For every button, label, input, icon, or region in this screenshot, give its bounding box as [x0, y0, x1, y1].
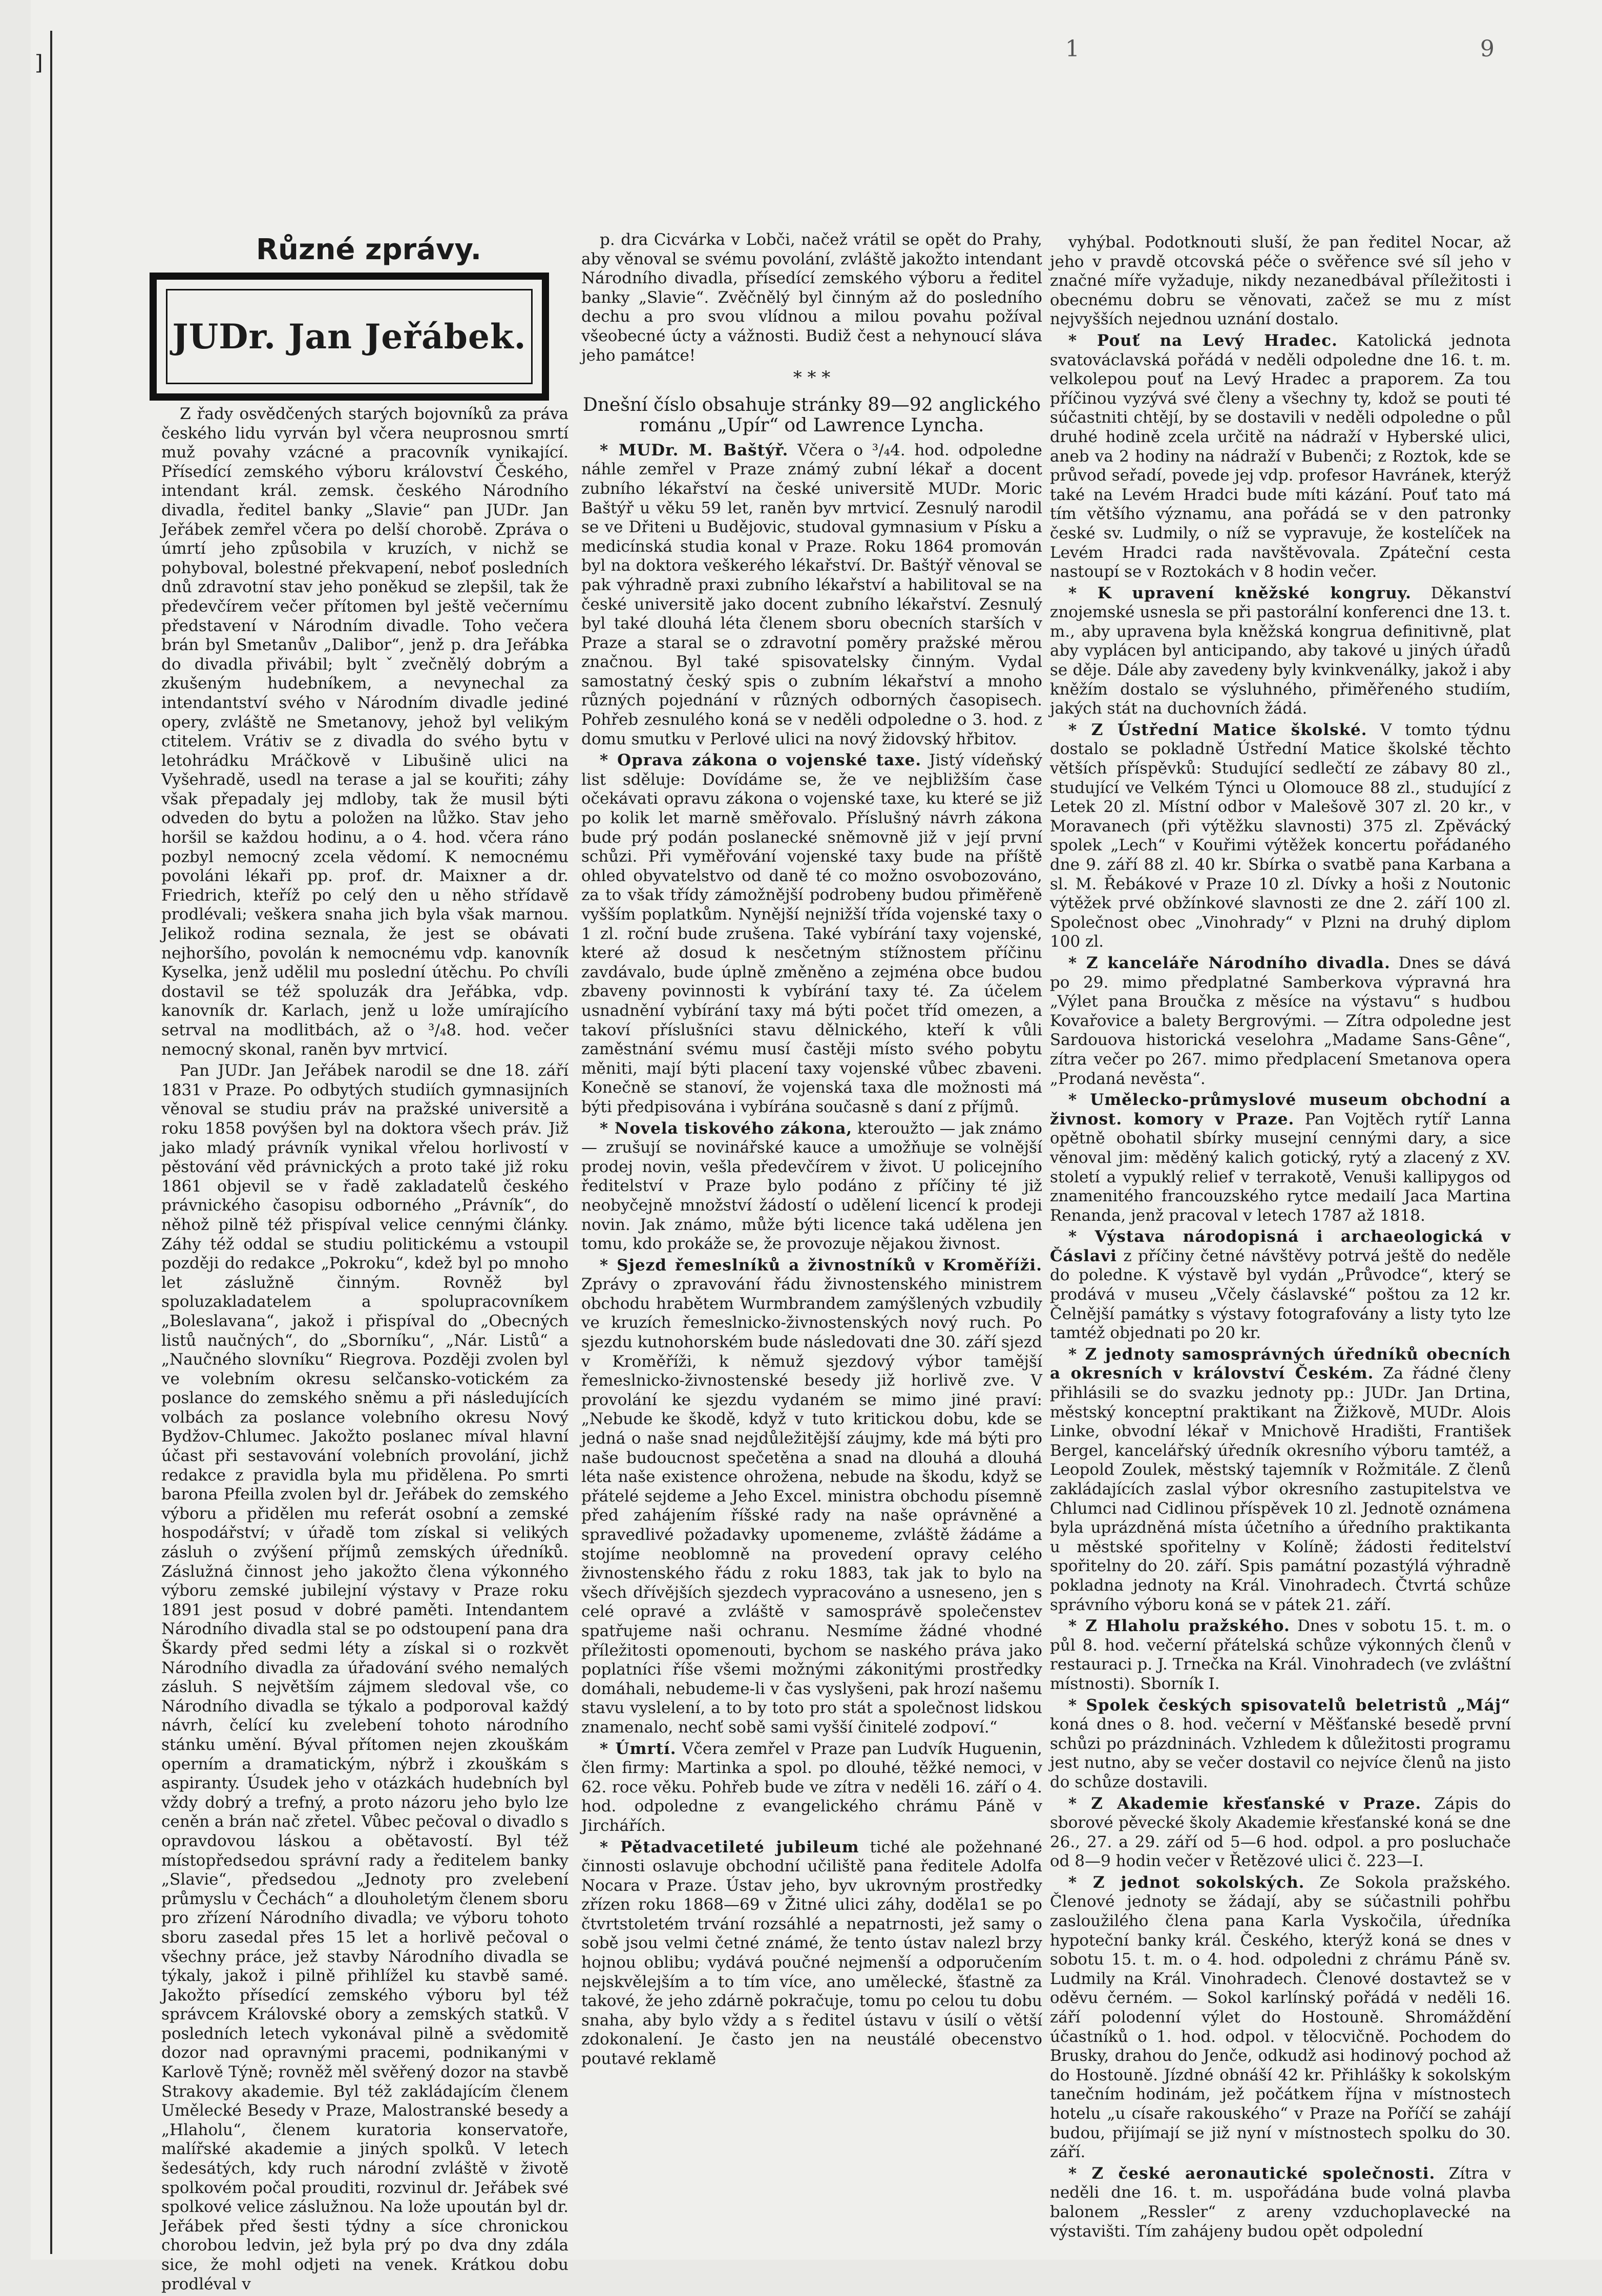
left-margin-rule	[50, 31, 52, 2254]
news-item	[1050, 1696, 1511, 1792]
news-item-heading: * Z jednot sokolských.	[1068, 1873, 1305, 1892]
news-item	[1050, 1617, 1511, 1694]
news-item-heading: * K upravení kněžské kongruy.	[1068, 583, 1412, 602]
news-item-text: Včera o ³/₄4. hod. odpoledne náhle zemřel v Praze známý zubní lékař a docent zubního lékařství na české universitě MUDr. Moric Baštýř u věku 59 let, raněn byv mrtvicí. Zesnulý narodil se ve Dřiteni u Budějovic, studoval gymnasium v Písku a medicínská studia konal v Praze. Roku 1864 promován byl na doktora veškerého lékařství. Dr. Baštýř věnoval se pak výhradně praxi zubního lékařství a habilitoval se na české universitě jako docent zubního lékařství. Zesnulý byl také dlouhá léta členem sboru obecních starších v Praze a staral se o zdravotní poměry pražské měrou značnou. Byl také spisovatelsky činným. Vydal samostatný český spis o zubním lékařství a mnoho různých pojednání v různých odborných časopisech. Pohřeb zesnulého koná se v neděli odpoledne o 3. hod. z domu smutku v Perlové ulici na nový židovský hřbitov.	[581, 441, 1043, 748]
obituary-frame-inner	[166, 289, 533, 384]
margin-bracket: ]	[35, 51, 43, 75]
obituary-frame	[150, 273, 549, 401]
news-item-text: tiché ale požehnané činnosti oslavuje obchodní učiliště pana ředitele Adolfa Nocara v Praze. Ústav jeho, byv ukrovným prostředky zřízen roku 1868—69 v Žitné ulici záhy, doděla1 se po čtvrtstoletém trvání rozsáhlé a nepatrnosti, jež samy o sobě jsou velmi četné známé, že tento ústav nalezl brzy hojnou oblibu; vydává poučné nejmenší a odporučením nejskvělejším a to tím více, ano umělecké, šťastně za takové, že jeho zdárně pokračuje, tomu po celou tu dobu snaha, aby bylo vždy a s ředitel ústavu v úsilí o větší zdokonalení. Je často jen na neustálé obecenstvo poutavé reklamě	[581, 1838, 1043, 2069]
news-item-text: Dnes v sobotu 15. t. m. o půl 8. hod. večerní přátelská schůze výkonných členů v restauraci p. J. Trnečka na Král. Vinohradech (ve zvláštní místnosti). Sborník I.	[1050, 1617, 1511, 1693]
news-item-text: Zprávy o zpravování řádu živnostenského ministrem obchodu hrabětem Wurmbrandem zamýšlených vzbudily ve kruzích řemeslnicko-živnostenských nový ruch. Po sjezdu kutnohorském bude následovati dne 30. září sjezd v Kroměříži, k němuž sjezdový výbor tamější řemeslnicko-živnostenské besedy již horlivě zve. V provolání ke sjezdu vydaném se mimo jiné praví: „Nebude ke škodě, když v tuto kritickou dobu, kde se jedná o naše snad nejdůležitější záujmy, kde má býti pro naše budoucnost spečetěna a snad na dlouhá a dlouhá léta naše existence ohrožena, nebude na škodu, když se přátelé sejdeme a Jeho Excel. ministra obchodu písemně před zahájením říšské rady na naše oprávněné a spravedlivé požadavky upomeneme, zvláště žádáme a stojíme neoblomně na provedení opravy celého živnostenského řádu z roku 1883, tak jak to bylo na všech dřívějších sjezdech vypracováno a usneseno, jen s celé opravé a zvláště v samosprávě společenstev spatřujeme naši ochranu. Nesmíme žádné vhodné příležitosti opomenouti, bychom se naského práva jako poplatníci říše všemi možnými zákonitými prostředky domáhali, nebudeme-li v čas vyslyšeni, pak hrozí našemu stavu vyslelení, a to by toto pro stát a společnost lidskou znamenalo, nechť sobě sami vyšší činitelé zodpoví.“	[581, 1275, 1042, 1737]
news-item	[581, 751, 1042, 1117]
column-2	[581, 231, 1042, 2071]
news-item	[581, 1256, 1042, 1738]
news-item-text: koná dnes o 8. hod. večerní v Měšťanské besedě první schůzi po prázdninách. Vzhledem k důležitosti programu jest nutno, aby se večer dostavil co nejvíce členů na jisto do schůze dostavili.	[1050, 1715, 1511, 1791]
news-item-text: Včera zemřel v Praze pan Ludvík Huguenin, člen firmy: Martinka a spol. po dlouhé, těžké nemoci, v 62. roce věku. Pohřeb bude ve zítra v neděli 16. září o 4. hod. odpoledne z evangelického chrámu Páně v Jirchářích.	[581, 1739, 1043, 1835]
news-item-heading: * Spolek českých spisovatelů beletristů „Máj“	[1068, 1696, 1511, 1715]
news-item	[1050, 1091, 1511, 1225]
news-item	[1050, 584, 1511, 719]
novel-notice: Dnešní číslo obsahuje stránky 89—92 anglického románu „Upír“ od Lawrence Lyncha.	[582, 394, 1041, 436]
news-item-text: kteroužto — jak známo — zrušují se novinářské kauce a umožňuje se volnější prodej novin, vešla předevčírem v život. U policejního ředitelství v Praze bylo podáno z příčiny té již neobyčejně množství žádostí o udělení licencí k prodeji novin. Jak známo, může býti licence taká udělena jen tomu, kdo prokáže se, že provozuje nějakou živnost.	[581, 1119, 1042, 1254]
news-item-text: vyhýbal. Podotknouti sluší, že pan ředitel Nocar, až jeho v pravdě otcovská péče o svěřence své síl jeho v značné míře vyžaduje, nikdy nezanedbával příležitosti i obecnému dobru se věnovati, začež se mu z míst nejvyšších nejednou uznání dostalo.	[1050, 233, 1511, 329]
column-3	[1050, 233, 1511, 2243]
news-item	[581, 1838, 1042, 2069]
newspaper-page	[31, 0, 1602, 2293]
news-item-text: Zítra v neděli dne 16. t. m. uspořádána bude volná plavba balonem „Ressler“ z areny vzduchoplavecké na výstavišti. Tím zahájeny budou opět odpolední	[1050, 2164, 1511, 2241]
obituary-closing: p. dra Cicvárka v Lobči, načež vrátil se opět do Prahy, aby věnoval se svému povolání, zvláště jakožto intendant Národního divadla, přísedící zemského výboru a ředitel banky „Slavie“. Zvěčnělý byl činným až do posledního dechu a pro svou vlídnou a milou povahu požíval všeobecné úcty a vážnosti. Budiž čest a nehynoucí sláva jeho památce!	[581, 231, 1042, 365]
corner-mark-left: 1	[1065, 36, 1080, 62]
news-item	[1050, 1873, 1511, 2162]
news-item-text: Pan Vojtěch rytíř Lanna opětně obohatil sbírky musejní cennými dary, a sice věnoval jim: měděný kalich gotický, rytý a zlacený z XV. století a vypuklý relief v terrakotě, Venuši kallipygos od znamenitého francouzského rytce medailí Jaca Martina Renanda, jenž pracoval v letech 1787 až 1818.	[1050, 1110, 1511, 1225]
news-item	[581, 1740, 1042, 1836]
news-item-heading: * Umělecko-průmyslové museum obchodní a živnost. komory v Praze.	[1050, 1091, 1511, 1129]
news-item-heading: * Z české aeronautické společnosti.	[1068, 2164, 1436, 2183]
news-item-text: V tomto týdnu dostalo se pokladně Ústřední Matice školské těchto větších příspěvků: Studující sedlečtí ze zábavy 80 zl., studující ve Velkém Týnci u Olomouce 88 zl., studující z Letek 20 zl. Místní odbor v Malešově 307 zl. 20 kr., v Moravanech (při výtěžku slavnosti) 375 zl. Zpěvácký spolek „Lech“ v Kouřimi výtěžek koncertu pořádaného dne 9. září 88 zl. 40 kr. Sbírka o svatbě pana Karbana a sl. M. Řebákové v Praze 10 zl. Dívky a hoši z Noutonic výtěžek prvé obžínkové slavnosti ze dne 2. září 100 zl. Společnost obec „Vinohrady“ v Plzni na druhý diplom 100 zl.	[1050, 720, 1511, 951]
obituary-title: JUDr. Jan Jeřábek.	[172, 317, 526, 357]
news-item-heading: * Výstava národopisná i archaeologická v Čáslavi	[1050, 1227, 1511, 1265]
news-item-text: Ze Sokola pražského. Členové jednoty se žádají, aby se súčastnili pohřbu zasloužilého člena pana Karla Vyskočila, úředníka hypoteční banky král. Českého, kterýž koná se dnes v sobotu 15. t. m. o 4. hod. odpoledni z chrámu Páně sv. Ludmily na Král. Vinohradech. Členové dostavtež se v oděvu černém. — Sokol karlínský pořádá v neděli 16. září polodenní výlet do Hostouně. Shromáždění účastníků o 1. hod. odpol. v tělocvičně. Pochodem do Brusky, drahou do Jenče, odkudž asi hodinový pochod až do Hostouně. Jízdné obnáší 42 kr. Přihlášky k sokolským tanečním hodinám, jež počátkem října v místnostech hotelu „u císaře rakouského“ v Praze na Poříčí se zahájí budou, přijímají se již nyní v místnostech spolku do 30. září.	[1050, 1873, 1511, 2162]
news-item	[1050, 1345, 1511, 1615]
news-item	[1050, 331, 1511, 582]
news-item-heading: * MUDr. M. Baštýř.	[600, 441, 789, 460]
obituary-paragraph: Pan JUDr. Jan Jeřábek narodil se dne 18. září 1831 v Praze. Po odbytých studiích gymnasijních věnoval se studiu práv na pražské universitě a roku 1858 povýšen byl na doktora všech práv. Již jako mladý právník vynikal vřelou horlivostí v pěstování věd právnických a proto také již roku 1861 objevil se v řadě zakladatelů českého právnického časopisu odborného „Právník“, do něhož pilně též přispíval velice cennými články. Záhy též oddal se studiu politickému a vstoupil později do redakce „Pokroku“, kdež byl po mnoho let záslužně činným. Rovněž byl spoluzakladatelem a spolupracovníkem „Boleslavana“, jakož i přispíval do „Obecných listů naučných“, do „Sborníku“, „Nár. Listů“ a „Naučného slovníku“ Riegrova. Později zvolen byl ve volebním okresu selčansko-votickém za poslance do zemského sněmu a při následujících volbách za poslance volebního okresu Nový Bydžov-Chlumec. Jakožto poslanec míval hlavní účast při sestavování volebních provolání, jichž redakce z pravidla byla mu přidělena. Po smrti barona Pfeilla zvolen byl dr. Jeřábek do zemského výboru a přidělen mu referát osobní a zemské hospodářství; v úřadě tom získal si velikých zásluh o zvýšení příjmů zemských úředníků. Záslužná činnost jeho jakožto člena výkonného výboru zemské jubilejní výstavy v Praze roku 1891 jest posud v dobré paměti. Intendantem Národního divadla stal se po odstoupení pana dra Škardy před sedmi léty a získal si o rozkvět Národního divadla za úřadování svého nemalých zásluh. S největším zájmem sledoval vše, co Národního divadla se týkalo a podporoval každý návrh, čelící ku zvelebení tohoto národního stánku umění. Býval přítomen nejen zkouškám operním a dramatickým, nýbrž i zkouškám s aspiranty. Úsudek jeho v otázkách hudebních byl vždy dobrý a trefný, a proto názoru jeho bylo lze ceněn a brán nač zřetel. Vůbec pečoval o divadlo s opravdovou láskou a obětavostí. Byl též místopředsedou správní rady a ředitelem banky „Slavie“, předsedou „Jednoty pro zvelebení průmyslu v Čechách“ a dlouholetým členem sboru pro zřízení Národního divadla; ve výboru tohoto sboru zasedal přes 15 let a horlivě pečoval o všechny práce, jež stavby Národního divadla se týkaly, jakož i pilně přihlížel ku stavbě samé. Jakožto přísedící zemského výboru byl též správcem Královské obory a zemských statků. V posledních letech vykonával pilně a svědomitě dozor nad opravnými pracemi, podnikanými v Karlově Týně; rovněž měl svěřený dozor na stavbě Strakovy akademie. Byl též zakládajícím členem Umělecké Besedy v Praze, Malostranské besedy a „Hlaholu“, členem kuratoria konservatoře, malířské akademie a jiných spolků. V letech šedesátých, kdy ruch národní zvláště v životě spolkovém počal prouditi, rozvinul dr. Jeřábek své spolkové velice záslužnou. Na lože upoután byl dr. Jeřábek před šesti týdny a síce chronickou chorobou ledvin, jež byla prý po dva dny zdála sice, že mohl odjeti na venek. Krátkou dobu prodléval v	[161, 1061, 568, 2293]
news-item-heading: * Sjezd řemeslníků a živnostníků v Kroměříži.	[600, 1256, 1042, 1275]
news-item-heading: * Úmrtí.	[600, 1739, 677, 1758]
news-item	[1050, 2164, 1511, 2241]
news-item	[581, 1119, 1042, 1254]
news-item-text: Zápis do sborové pěvecké školy Akademie křesťanské koná se dne 26., 27. a 29. září od 5—6 hod. odpol. a pro posluchače od 8—9 hodin večer v Řetězové ulici č. 223—I.	[1050, 1794, 1511, 1871]
news-item-heading: * Oprava zákona o vojenské taxe.	[600, 751, 922, 770]
news-item	[1050, 721, 1511, 952]
section-title: Různé zprávy.	[256, 233, 482, 266]
news-item	[1050, 233, 1511, 329]
news-item-text: Za řádné členy přihlásili se do svazku jednoty pp.: JUDr. Jan Drtina, městský konceptní praktikant na Žižkově, MUDr. Alois Linke, obvodní lékař v Mnichově Hradišti, František Bergel, kancelářský úředník okresního výboru tamtéž, a Leopold Zoulek, městský tajemník v Rožmitále. Z členů zakládajících zaslal výbor okresního zastupitelstva ve Chlumci nad Cidlinou příspěvek 10 zl. Jednotě oznámena byla uprázdněná místa účetního a úředního praktikanta u městské spořitelny v Kolíně; žádosti ředitelství spořitelny do 20. září. Spis památní pozastýlá výhradně pokladna jednoty na Král. Vinohradech. Čtvrtá schůze správního výboru koná se v pátek 21. září.	[1050, 1364, 1511, 1614]
news-item-heading: * Novela tiskového zákona,	[600, 1119, 853, 1138]
column-1	[161, 405, 568, 2296]
news-item-text: Katolická jednota svatováclavská pořádá v neděli odpoledne dne 16. t. m. velkolepou pouť na Levý Hradec a praporem. Za tou příčinou vyzývá své členy a všechny ty, kdož se pouti té súčastniti chtějí, by se dostavili v neděli odpoledne o půl druhé hodině zcela určitě na nádraží v Hyberské ulici, aneb va 2 hodiny na nádraží v Bubenči; z Roztok, kde se průvod seřadí, povede jej vdp. profesor Havránek, kterýž také na Levém Hradci bude míti kázání. Pouť tato má tím většího významu, ana pořádá se v den patronky české sv. Ludmily, o níž se vypravuje, že kostelíček na Levém Hradci rada navštěvovala. Zpáteční cesta nastoupí se v Roztokách v 8 hodin večer.	[1050, 331, 1511, 581]
news-item-heading: * Z jednoty samosprávných úředníků obecních a okresních v království Českém.	[1050, 1345, 1511, 1383]
news-item-text: Jistý vídeňský list sděluje: Dovídáme se, že ve nejbližším čase očekávati opravu zákona o vojenské taxe, ku které se již po kolik let marně směřovalo. Příslušný návrh zákona bude prý podán poslanecké sněmovně již v její první schůzi. Při vyměřování vojenské taxy bude na příště ohled obyvatelstvo od daně té co možno osvobozováno, za to však třídy zámožnější podrobeny budou přiměřeně vyšším poplatkům. Nynější nejnižší třída vojenské taxy o 1 zl. roční bude zrušena. Také vybírání taxy vojenské, které až dosud k nesčetným stížnostem příčinu zavdávalo, bude úplně změněno a zejména obce budou zbaveny povinnosti k vybírání taxy té. Za účelem usnadnění vybírání taxy má býti počet tříd omezen, a takoví příslušníci stavu dělnického, kteří k vůli zaměstnání svému musí častěji místo svého pobytu měniti, mají býti placení taxy vojenské vůbec zbaveni. Konečně se stanoví, že vojenská taxa dle možnosti má býti předpisována i vybírána současně s daní z příjmů.	[581, 751, 1043, 1116]
obituary-paragraph: Z řady osvědčených starých bojovníků za práva českého lidu vyrván byl včera neuprosnou smrtí muž povahy vzácné a pracovník vynikající. Přísedící zemského výboru království Českého, intendant král. zemsk. českého Národního divadla, ředitel banky „Slavie“ pan JUDr. Jan Jeřábek zemřel včera po delší chorobě. Zpráva o úmrtí jeho způsobila v kruzích, v nichž se pohyboval, bolestné překvapení, neboť posledních dnů zdravotní stav jeho poněkud se zlepšil, tak že předevčírem večer přítomen byl ještě večernímu představení v Národním divadle. Toho večera brán byl Smetanův „Dalibor“, jenž p. dra Jeřábka do divadla přivábil; byltˇzvečnělý dobrým a zkušeným hudebníkem, a nevynechal za intendantství svého v Národním divadle jediné opery, zvláště ne Smetanovy, jehož byl velikým ctitelem. Vrátiv se z divadla do svého bytu v letohrádku Mráčkově v Libušině ulici na Vyšehradě, usedl na terase a jal se kouřiti; záhy však přepadaly jej mdloby, tak že musil býti odveden do bytu a položen na lůžko. Stav jeho horšil se každou hodinu, a o 4. hod. včera ráno pozbyl nemocný zcela vědomí. K nemocnému povoláni lékaři pp. prof. dr. Maixner a dr. Friedrich, kteříž po celý den u něho střídavě prodlévali; veškera snaha jich byla však marnou. Jelikož rodina seznala, že jest se obávati nejhoršího, povolán k nemocnému vdp. kanovník Kyselka, jenž udělil mu poslední útěchu. Po chvíli dostavil se též spoluzák dra Jeřábka, vdp. kanovník dr. Karlach, jenž u lože umírajícího setrval na modlitbách, až o ³/₄8. hod. večer nemocný skonal, raněn byv mrtvicí.	[161, 405, 568, 1059]
news-item-heading: * Z Ústřední Matice školské.	[1068, 720, 1367, 739]
column-3-articles	[1050, 233, 1511, 2241]
news-item-heading: * Z Hlaholu pražského.	[1068, 1617, 1290, 1636]
news-item-heading: * Z kanceláře Národního divadla.	[1068, 953, 1390, 972]
corner-mark-right: 9	[1480, 36, 1494, 62]
news-item-text: z příčiny četné návštěvy potrvá ještě do neděle do poledne. K výstavě byl vydán „Průvodce“, který se prodává v museu „Včely čáslavské“ poštou za 12 kr. Čelnější památky s výstavy fotografovány a listy tyto lze tamtéž objednati po 20 kr.	[1050, 1246, 1511, 1343]
news-item	[1050, 954, 1511, 1089]
news-item-text: Dnes se dává po 29. mimo předplatné Samberkova výpravná hra „Výlet pana Broučka z měsíce na výstavu“ s hudbou Kovařovice a balety Bergrovými. — Zítra odpoledne jest Sardouova historická veselohra „Madame Sans-Gêne“, zítra večer po 267. mimo předplacení Smetanova opera „Prodaná nevěsta“.	[1050, 953, 1511, 1088]
news-item-heading: * Pouť na Levý Hradec.	[1068, 331, 1338, 350]
news-item	[1050, 1794, 1511, 1871]
news-item-heading: * Pětadvacetileté jubileum	[600, 1838, 859, 1856]
news-item-text: Děkanství znojemské usnesla se při pastorální konferenci dne 13. t. m., aby upravena byla kněžská kongrua definitivně, plat aby vyplácen byl anticipando, aby takové u jiných úřadů se děje. Dále aby zavedeny byly kvinkvenálky, jakož i aby kněžím dostalo se výsluhného, přiměřeného studiím, jakých stát na duchovních žádá.	[1050, 583, 1511, 718]
news-item	[581, 441, 1042, 749]
column-2-articles	[581, 441, 1042, 2069]
section-stars: * * *	[793, 367, 831, 388]
news-item	[1050, 1227, 1511, 1343]
news-item-heading: * Z Akademie křesťanské v Praze.	[1068, 1794, 1422, 1813]
